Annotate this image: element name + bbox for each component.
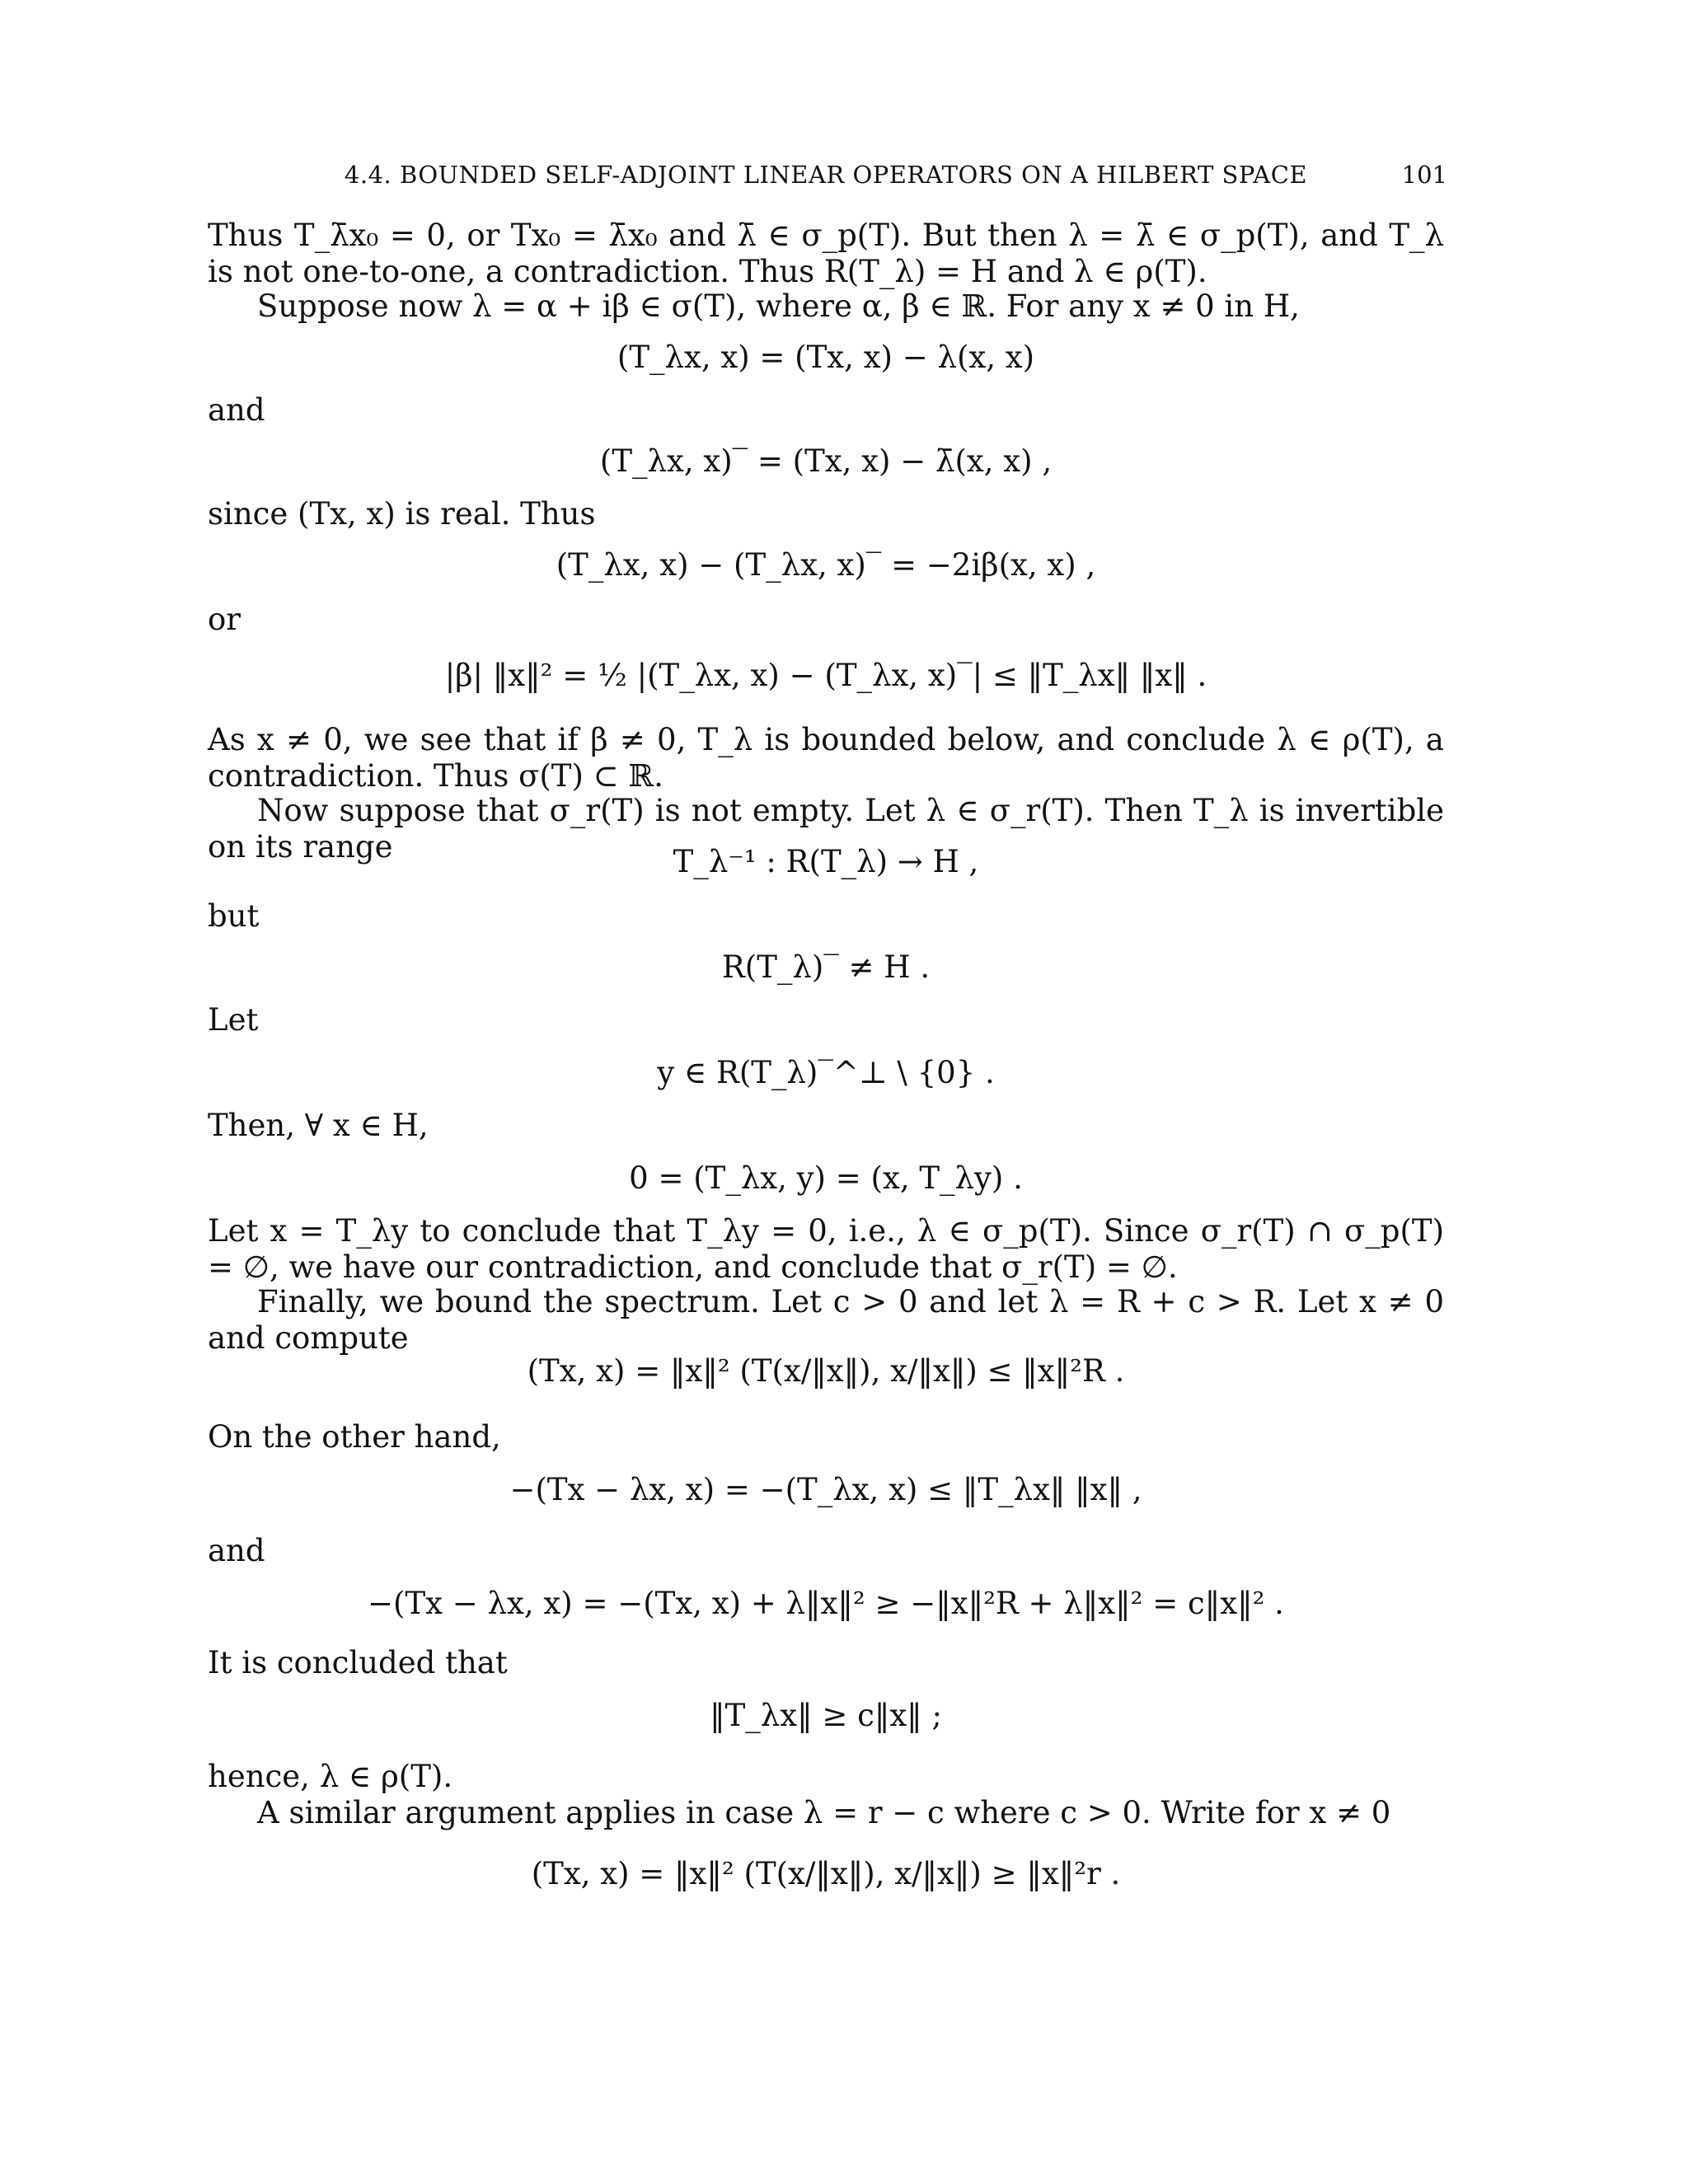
word-since: since (Tx, x) is real. Thus [208,496,596,532]
word-let: Let [208,1002,259,1038]
running-title: 4.4. BOUNDED SELF-ADJOINT LINEAR OPERATORS ON A HILBERT SPACE [344,161,1308,189]
paragraph-5: Let x = T_λy to conclude that T_λy = 0, i.e., λ ∈ σ_p(T). Since σ_r(T) ∩ σ_p(T) = ∅, we have our contradiction, and conclude that σ_r(T) = ∅. [208,1213,1444,1285]
word-on-other-hand: On the other hand, [208,1419,501,1455]
word-then: Then, ∀ x ∈ H, [208,1108,429,1143]
equation-8: 0 = (T_λx, y) = (x, T_λy) . [629,1160,1023,1196]
paragraph-1: Thus T_λ̄x₀ = 0, or Tx₀ = λ̄x₀ and λ̄ ∈ σ_p(T). But then λ = λ̄ ∈ σ_p(T), and T_λ is not one-to-one, a contradiction. Thus R(T_λ) = H and λ ∈ ρ(T). [208,218,1444,289]
paragraph-7: A similar argument applies in case λ = r − c where c > 0. Write for x ≠ 0 [257,1795,1391,1830]
word-but: but [208,898,260,934]
paragraph-3: As x ≠ 0, we see that if β ≠ 0, T_λ is bounded below, and conclude λ ∈ ρ(T), a contradiction. Thus σ(T) ⊂ ℝ. [208,722,1444,794]
word-it-concluded: It is concluded that [208,1645,508,1680]
equation-3: (T_λx, x) − (T_λx, x)‾ = −2iβ(x, x) , [556,547,1096,583]
page-number: 101 [1401,161,1447,189]
equation-2: (T_λx, x)‾ = (Tx, x) − λ̄(x, x) , [599,443,1053,479]
paragraph-4: Now suppose that σ_r(T) is not empty. Let λ ∈ σ_r(T). Then T_λ is invertible on its range [208,793,1444,865]
equation-5: T_λ⁻¹ : R(T_λ) → H , [673,844,979,879]
paragraph-2: Suppose now λ = α + iβ ∈ σ(T), where α, β ∈ ℝ. For any x ≠ 0 in H, [257,288,1300,324]
equation-4: |β| ‖x‖² = ½ |(T_λx, x) − (T_λx, x)‾| ≤ ‖T_λx‖ ‖x‖ . [444,658,1207,693]
paragraph-6: Finally, we bound the spectrum. Let c > 0 and let λ = R + c > R. Let x ≠ 0 and compute [208,1284,1444,1356]
word-hence: hence, λ ∈ ρ(T). [208,1759,453,1794]
equation-11: −(Tx − λx, x) = −(Tx, x) + λ‖x‖² ≥ −‖x‖²R + λ‖x‖² = c‖x‖² . [368,1586,1284,1621]
equation-10: −(Tx − λx, x) = −(T_λx, x) ≤ ‖T_λx‖ ‖x‖ , [509,1472,1142,1507]
word-and-2: and [208,1533,265,1568]
equation-12: ‖T_λx‖ ≥ c‖x‖ ; [710,1698,942,1733]
word-or: or [208,602,241,637]
equation-6: R(T_λ)‾ ≠ H . [721,949,931,985]
equation-7: y ∈ R(T_λ)‾^⊥ \ {0} . [657,1055,995,1090]
word-and-1: and [208,392,265,428]
equation-9: (Tx, x) = ‖x‖² (T(x/‖x‖), x/‖x‖) ≤ ‖x‖²R . [527,1353,1125,1389]
equation-13: (Tx, x) = ‖x‖² (T(x/‖x‖), x/‖x‖) ≥ ‖x‖²r . [531,1856,1121,1891]
equation-1: (T_λx, x) = (Tx, x) − λ(x, x) [617,340,1035,375]
